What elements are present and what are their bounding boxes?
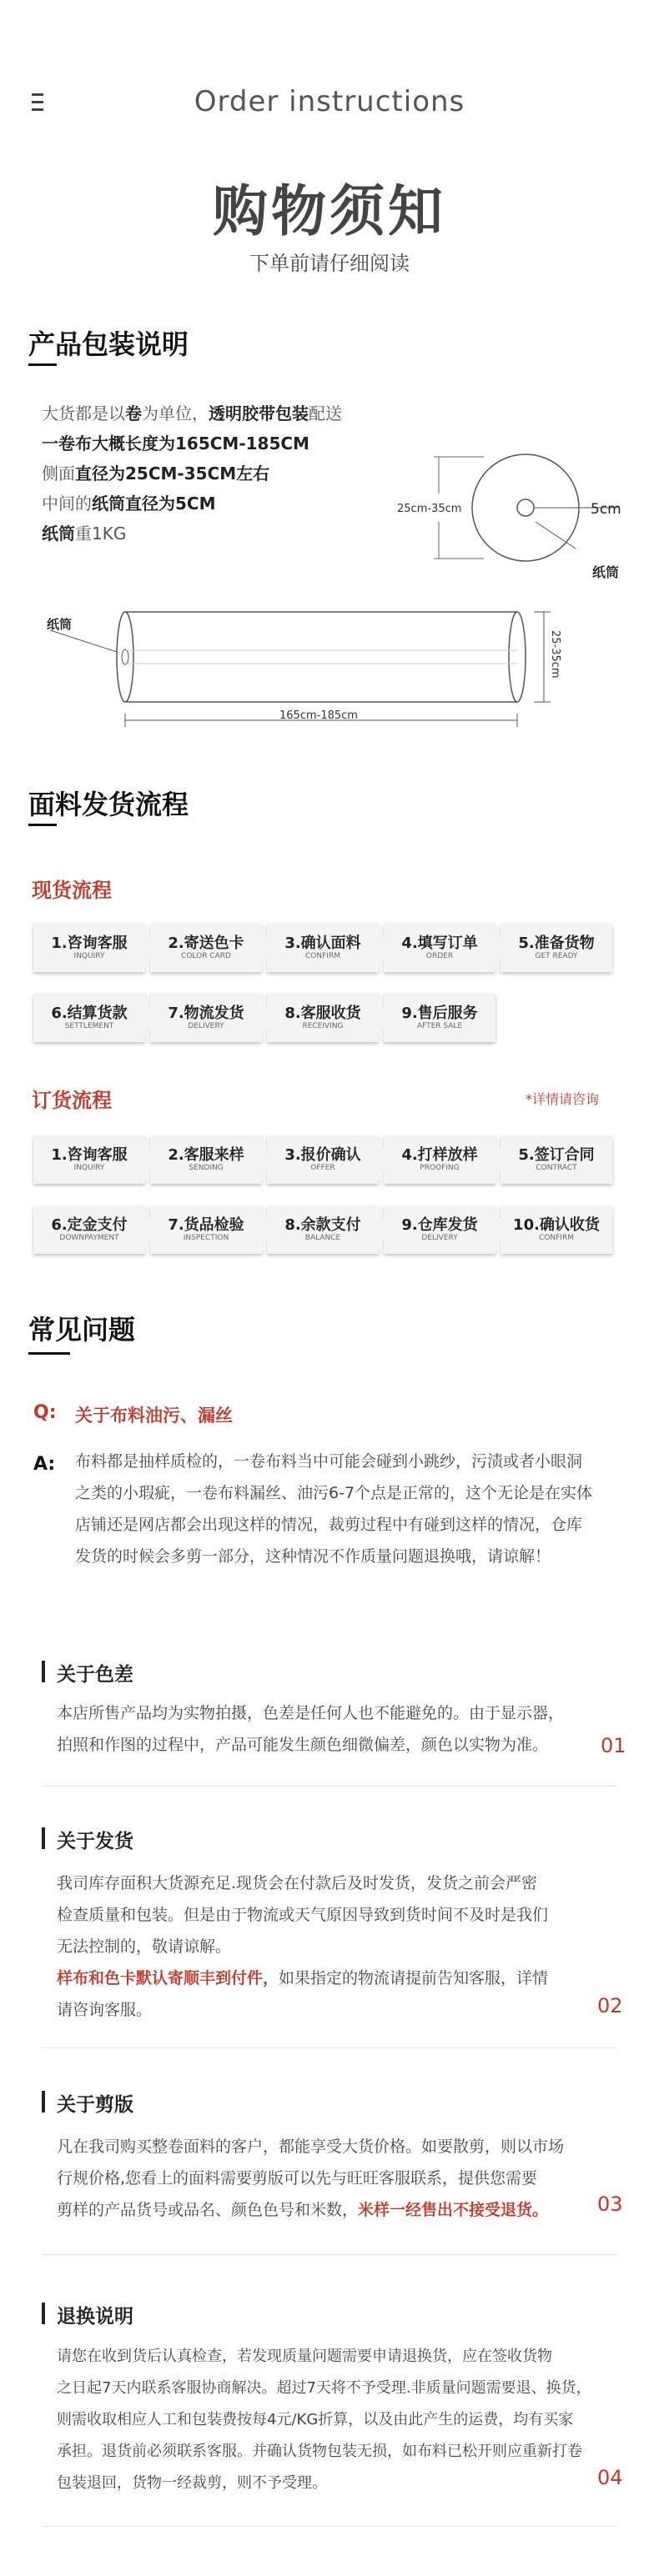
step-arrow-icon	[494, 1205, 506, 1254]
step-arrow-icon	[494, 924, 506, 972]
order-step	[33, 1205, 145, 1254]
question-mark: Q:	[33, 1402, 57, 1423]
step-arrow-icon	[143, 1205, 155, 1254]
step-label: 3.确认面料	[284, 935, 361, 952]
step-label: 7.物流发货	[168, 1005, 244, 1022]
roll-core-label: 纸筒	[47, 617, 73, 632]
packaging-line-1: 大货都是以卷为单位，透明胶带包装配送	[42, 403, 342, 423]
note-title-color: 关于色差	[57, 1664, 133, 1686]
note-body-cutting: 凡在我司购买整卷面料的客户，都能享受大货价格。如要散剪，则以市场 行规价格,您看上的面料需要剪版可以先与旺旺客服联系，提供您需要 剪样的产品货号或品名、颜色色号和米数，米样一经售出不接受退货。	[57, 2137, 565, 2219]
stock-step	[384, 994, 496, 1042]
step-label: 4.填写订单	[401, 935, 478, 952]
divider	[42, 2254, 617, 2255]
step-english-label: DELIVERY	[188, 1022, 224, 1030]
step-arrow-icon	[260, 924, 272, 972]
order-flow-title: 订货流程	[32, 1089, 112, 1112]
step-label: 9.售后服务	[401, 1005, 478, 1022]
step-label: 5.签订合同	[518, 1146, 595, 1164]
step-english-label: SENDING	[189, 1164, 224, 1172]
stock-flow-title: 现货流程	[32, 879, 112, 902]
step-english-label: PROOFING	[420, 1164, 460, 1172]
step-english-label: GET READY	[535, 952, 578, 960]
note-title-cutting: 关于剪版	[57, 2094, 133, 2116]
hero-subtitle: 下单前请仔细阅读	[249, 252, 410, 275]
step-arrow-icon	[377, 1205, 389, 1254]
order-flow-note[interactable]: *详情请咨询	[526, 1091, 600, 1107]
section-rule	[28, 363, 57, 366]
roll-cross-section-diagram	[392, 442, 634, 592]
step-label: 5.准备货物	[518, 935, 595, 952]
step-label: 8.余款支付	[284, 1216, 361, 1234]
step-arrow-icon	[143, 994, 155, 1042]
step-label: 8.客服收货	[284, 1005, 361, 1022]
step-arrow-icon	[260, 1205, 272, 1254]
stock-step	[150, 994, 262, 1042]
step-english-label: COLOR CARD	[181, 952, 231, 960]
order-step	[501, 1135, 612, 1184]
page-header-title: Order instructions	[194, 85, 465, 118]
step-english-label: DOWNPAYMENT	[59, 1234, 119, 1242]
step-label: 2.寄送色卡	[168, 935, 244, 952]
answer-mark: A:	[33, 1454, 56, 1475]
roll-side-diagram	[33, 600, 584, 734]
stock-step	[33, 924, 145, 972]
step-label: 1.咨询客服	[51, 1146, 128, 1164]
order-step	[384, 1135, 496, 1184]
note-body-returns: 请您在收到货后认真检查，若发现质量问题需要申请退换货，应在签收货物 之日起7天内联系客服协商解决。超过7天将不予受理.非质量问题需要退、换货， 则需收取相应人工和包装费按每4元/KG折算，以及由此产生的运费，均有买家 承担。退货前必须联系客服。并确认货物包装无损，如布料已松开则应重新打卷 包装退回，货物一经裁剪，则不予受理。	[57, 2348, 591, 2492]
stock-step	[501, 924, 612, 972]
question-text: 关于布料油污、漏丝	[75, 1406, 233, 1426]
divider	[42, 2526, 617, 2527]
step-english-label: INSPECTION	[183, 1234, 229, 1242]
note-bar	[42, 1661, 45, 1682]
note-number: 04	[597, 2466, 623, 2489]
side-dim-label: 25-35cm	[549, 630, 561, 679]
note-number: 03	[597, 2193, 623, 2216]
order-step	[33, 1135, 145, 1184]
step-arrow-icon	[143, 1135, 155, 1184]
step-english-label: AFTER SALE	[416, 1022, 463, 1030]
step-english-label: INQUIRY	[73, 1164, 105, 1172]
step-label: 3.报价确认	[284, 1146, 361, 1164]
note-number: 02	[597, 1994, 623, 2017]
section-rule	[28, 1352, 70, 1355]
step-arrow-icon	[494, 1135, 506, 1184]
divider	[42, 1786, 617, 1787]
core-label: 纸筒	[592, 564, 620, 580]
order-step	[267, 1135, 379, 1184]
order-step	[150, 1205, 262, 1254]
step-english-label: CONTRACT	[536, 1164, 577, 1172]
order-step	[501, 1205, 612, 1254]
packaging-line-3: 侧面直径为25CM-35CM左右	[42, 464, 270, 484]
note-number: 01	[601, 1734, 626, 1757]
stock-step	[150, 924, 262, 972]
note-bar	[42, 2091, 45, 2112]
diameter-dim-label: 25cm-35cm	[397, 503, 462, 515]
note-body-shipping: 我司库存面积大货源充足.现货会在付款后及时发货，发货之前会严密 检查质量和包装。但是由于物流或天气原因导致到货时间不及时是我们 无法控制的，敬请谅解。 样布和色卡默认寄顺丰到付件，如果指定的物流请提前告知客服，详情 请咨询客服。	[57, 1874, 549, 2019]
step-label: 9.仓库发货	[401, 1216, 478, 1234]
step-english-label: OFFER	[310, 1164, 335, 1172]
section-rule	[28, 824, 57, 826]
step-english-label: CONFIRM	[305, 952, 340, 960]
note-title-shipping: 关于发货	[57, 1831, 133, 1852]
step-arrow-icon	[143, 924, 155, 972]
stock-step	[267, 924, 379, 972]
note-title-returns: 退换说明	[57, 2306, 133, 2328]
step-label: 7.货品检验	[168, 1216, 244, 1234]
stock-step	[384, 924, 496, 972]
answer-text: 布料都是抽样质检的，一卷布料当中可能会碰到小跳纱，污渍或者小眼洞 之类的小瑕疵，一卷布料漏丝、油污6-7个点是正常的，这个无论是在实体 店铺还是网店都会出现这样的情况，裁剪过程中有碰到这样的情况，仓库 发货的时候会多剪一部分，这种情况不作质量问题退换哦，请谅解！	[75, 1452, 593, 1566]
hero-title: 购物须知	[213, 179, 446, 243]
packaging-line-5: 纸筒重1KG	[42, 524, 127, 544]
order-step	[150, 1135, 262, 1184]
stock-step	[33, 994, 145, 1042]
step-label: 4.打样放样	[401, 1146, 478, 1164]
divider	[42, 2047, 617, 2048]
step-english-label: CONFIRM	[539, 1234, 574, 1242]
step-arrow-icon	[377, 994, 389, 1042]
order-step	[267, 1205, 379, 1254]
order-step	[384, 1205, 496, 1254]
packaging-line-4: 中间的纸筒直径为5CM	[42, 494, 216, 514]
step-label: 6.定金支付	[51, 1216, 128, 1234]
step-arrow-icon	[377, 924, 389, 972]
note-bar	[42, 1827, 45, 1849]
step-arrow-icon	[377, 1135, 389, 1184]
step-english-label: DELIVERY	[421, 1234, 458, 1242]
note-body-color: 本店所售产品均为实物拍摄，色差是任何人也不能避免的。由于显示器， 拍照和作图的过程中，产品可能发生颜色细微偏差，颜色以实物为准。	[57, 1704, 565, 1754]
step-label: 2.客服来样	[168, 1146, 244, 1164]
step-english-label: ORDER	[425, 952, 454, 960]
step-english-label: RECEIVING	[302, 1022, 344, 1030]
shipping-section-title: 面料发货流程	[28, 789, 189, 820]
step-arrow-icon	[260, 1135, 272, 1184]
step-label: 6.结算货款	[51, 1005, 128, 1022]
step-english-label: INQUIRY	[73, 952, 105, 960]
length-dim-label: 165cm-185cm	[279, 709, 358, 722]
step-english-label: BALANCE	[304, 1234, 341, 1242]
step-label: 10.确认收货	[513, 1216, 600, 1234]
step-english-label: SETTLEMENT	[64, 1022, 114, 1030]
step-label: 1.咨询客服	[51, 935, 128, 952]
core-dim-label: 5cm	[591, 501, 621, 518]
packaging-section-title: 产品包装说明	[28, 328, 189, 360]
faq-section-title: 常见问题	[28, 1314, 136, 1346]
step-arrow-icon	[260, 994, 272, 1042]
packaging-line-2: 一卷布大概长度为165CM-185CM	[42, 434, 309, 454]
note-bar	[42, 2303, 45, 2324]
stock-step	[267, 994, 379, 1042]
